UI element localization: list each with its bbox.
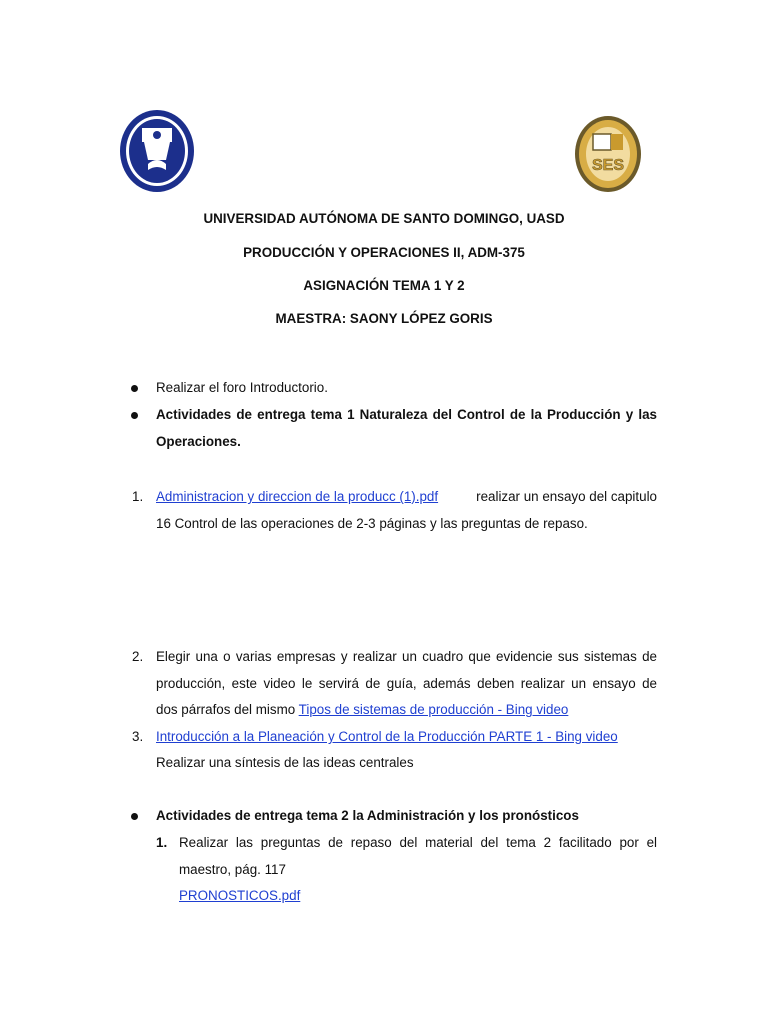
teacher-name: MAESTRA: SAONY LÓPEZ GORIS bbox=[275, 311, 493, 326]
item1-line1-rest: realizar un ensayo del capitulo bbox=[476, 489, 657, 504]
item1-number: 1. bbox=[132, 489, 144, 504]
assignment-title: ASIGNACIÓN TEMA 1 Y 2 bbox=[303, 278, 465, 293]
tema2-item1-line2: maestro, pág. 117 bbox=[179, 862, 286, 877]
ses-seal-logo bbox=[573, 114, 643, 194]
item2-line2: producción, este video le servirá de guía, además deben realizar un ensayo de bbox=[156, 676, 657, 691]
pronosticos-pdf-link[interactable]: PRONOSTICOS.pdf bbox=[179, 888, 301, 903]
item2-line3 bbox=[156, 702, 568, 717]
item3-line1 bbox=[156, 729, 618, 744]
bullet-tema1 bbox=[131, 412, 138, 419]
item2-line1: Elegir una o varias empresas y realizar un cuadro que evidencie sus sistemas de bbox=[156, 649, 657, 664]
bullet-tema2 bbox=[131, 813, 138, 820]
tema1-heading-line1: Actividades de entrega tema 1 Naturaleza del Control de la Producción y las bbox=[156, 407, 657, 422]
admin-pdf-link[interactable]: Administracion y direccion de la producc (1).pdf bbox=[156, 489, 439, 504]
course-title: PRODUCCIÓN Y OPERACIONES II, ADM-375 bbox=[243, 245, 525, 260]
tema2-item1-line1: Realizar las preguntas de repaso del material del tema 2 facilitado por el bbox=[179, 835, 657, 850]
tema2-item1-number: 1. bbox=[156, 835, 168, 850]
tema2-heading: Actividades de entrega tema 2 la Administración y los pronósticos bbox=[156, 808, 579, 823]
svg-text:SES: SES bbox=[591, 157, 625, 174]
item3-number: 3. bbox=[132, 729, 144, 744]
tema1-heading-line2: Operaciones. bbox=[156, 434, 241, 449]
planeacion-video-link[interactable]: Introducción a la Planeación y Control de la Producción PARTE 1 - Bing video bbox=[156, 729, 618, 744]
forum-text: Realizar el foro Introductorio. bbox=[156, 380, 328, 395]
uasd-seal-logo bbox=[118, 108, 196, 194]
item1-line1 bbox=[156, 489, 657, 504]
tema2-item1-line3 bbox=[179, 888, 300, 903]
item1-line2: 16 Control de las operaciones de 2-3 páginas y las preguntas de repaso. bbox=[156, 516, 588, 531]
item2-number: 2. bbox=[132, 649, 144, 664]
university-title: UNIVERSIDAD AUTÓNOMA DE SANTO DOMINGO, UASD bbox=[203, 211, 565, 226]
item3-line2: Realizar una síntesis de las ideas centrales bbox=[156, 755, 414, 770]
item2-line3-text: dos párrafos del mismo bbox=[156, 702, 299, 717]
bullet-forum bbox=[131, 385, 138, 392]
tipos-sistemas-video-link[interactable]: Tipos de sistemas de producción - Bing video bbox=[298, 702, 569, 717]
